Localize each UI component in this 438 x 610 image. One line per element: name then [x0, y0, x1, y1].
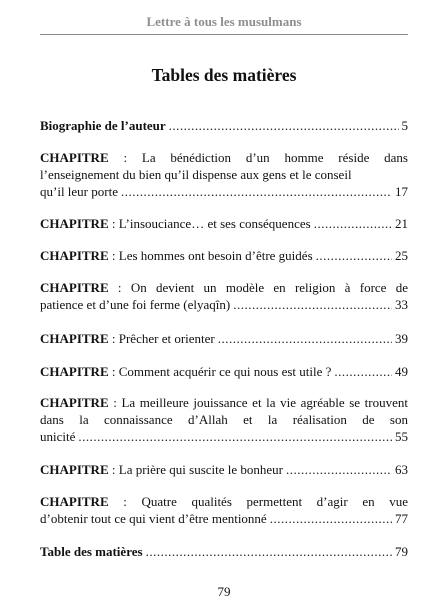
toc-entry-label: Table des matières [40, 544, 143, 559]
toc-entry-lastline [40, 183, 408, 200]
toc-entry-label: La meilleure jouissance et la vie agréable se trouvent dans la connaissance d’Allah et la réalisation de son [40, 395, 408, 427]
toc-entry-chapitre-precher[interactable] [40, 330, 408, 347]
chapter-separator: : [108, 216, 119, 231]
dot-leader [316, 247, 392, 264]
toc-entry-chapitre-guides[interactable] [40, 247, 408, 264]
toc-entry-label-end: d’obtenir tout ce qui vient d’être mentionné [40, 511, 267, 526]
toc-entry-text [40, 247, 313, 264]
toc-entry-page: 33 [395, 297, 408, 312]
chapter-prefix: CHAPITRE [40, 331, 109, 346]
dot-leader [270, 510, 392, 527]
toc-entry-label: Quatre qualités permettent d’agir en vue [141, 494, 408, 509]
toc-entry-text [40, 394, 408, 428]
chapter-prefix: CHAPITRE [40, 216, 109, 231]
header-rule [40, 34, 408, 35]
toc-entry-label: Comment acquérir ce qui nous est utile ? [118, 364, 332, 379]
toc-entry-page: 49 [395, 364, 408, 379]
chapter-prefix: CHAPITRE [40, 462, 109, 477]
toc-entry-chapitre-insouciance[interactable] [40, 215, 408, 232]
dot-leader [169, 117, 399, 134]
toc-entry-page: 63 [395, 462, 408, 477]
chapter-separator: : [108, 462, 119, 477]
toc-entry-text [40, 461, 283, 478]
toc-entry-text [40, 493, 408, 510]
toc-entry-page: 77 [395, 511, 408, 526]
chapter-prefix: CHAPITRE [40, 280, 109, 295]
toc-entry-label: On devient un modèle en religion à force de [130, 280, 408, 295]
dot-leader [146, 543, 392, 560]
toc-entry-text [40, 215, 311, 232]
chapter-prefix: CHAPITRE [40, 395, 109, 410]
chapter-separator: : [108, 280, 131, 295]
toc-entry-chapitre-jouissance[interactable] [40, 394, 408, 445]
toc-entry-label: La bénédiction d’un homme réside dans l’enseignement du bien qu’il dispense aux gens et le conseil [40, 150, 408, 182]
toc-entry-label-end: unicité [40, 429, 76, 444]
chapter-separator: : [108, 248, 119, 263]
chapter-prefix: CHAPITRE [40, 364, 109, 379]
running-header: Lettre à tous les musulmans [146, 14, 302, 29]
toc-entry-text [40, 363, 331, 380]
toc-title: Tables des matières [151, 65, 297, 85]
chapter-separator: : [108, 395, 122, 410]
chapter-prefix: CHAPITRE [40, 248, 109, 263]
toc-entry-chapitre-benediction[interactable] [40, 149, 408, 200]
toc-entry-lastline [40, 296, 408, 313]
toc-entry-chapitre-modele[interactable] [40, 279, 408, 313]
chapter-prefix: CHAPITRE [40, 494, 109, 509]
toc-entry-label-end: qu’il leur porte [40, 184, 118, 199]
toc-entry-lastline [40, 510, 408, 527]
chapter-prefix: CHAPITRE [40, 150, 109, 165]
toc-entry-lastline [40, 428, 408, 445]
toc-entry-label: Biographie de l’auteur [40, 118, 166, 133]
toc-entry-page: 79 [395, 544, 408, 559]
toc-entry-label: Prêcher et orienter [118, 331, 215, 346]
toc-entry-table-des-matieres[interactable] [40, 543, 408, 560]
chapter-separator: : [108, 150, 142, 165]
dot-leader [286, 461, 392, 478]
toc-entry-chapitre-qualites[interactable] [40, 493, 408, 527]
toc-entry-page: 25 [395, 248, 408, 263]
toc-entry-text [40, 330, 215, 347]
toc-entry-page: 5 [401, 118, 408, 133]
toc-entry-page: 21 [395, 216, 408, 231]
dot-leader [334, 363, 392, 380]
dot-leader [218, 330, 392, 347]
dot-leader [314, 215, 392, 232]
toc-entry-chapitre-priere[interactable] [40, 461, 408, 478]
toc-entry-label: L’insouciance… et ses conséquences [118, 216, 311, 231]
dot-leader [233, 296, 392, 313]
toc-entry-label: Les hommes ont besoin d’être guidés [118, 248, 313, 263]
toc-entry-page: 39 [395, 331, 408, 346]
dot-leader [121, 183, 392, 200]
toc-entry-chapitre-acquerir[interactable] [40, 363, 408, 380]
toc-entry-label-end: patience et d’une foi ferme (elyaqîn) [40, 297, 231, 312]
table-of-contents [40, 117, 408, 560]
chapter-separator: : [108, 494, 142, 509]
dot-leader [78, 428, 392, 445]
toc-entry-page: 55 [395, 429, 408, 444]
toc-entry-biographie[interactable] [40, 117, 408, 134]
page-number: 79 [217, 584, 231, 599]
toc-entry-text [40, 279, 408, 296]
chapter-separator: : [108, 331, 119, 346]
chapter-separator: : [108, 364, 119, 379]
toc-entry-label: La prière qui suscite le bonheur [118, 462, 283, 477]
toc-entry-page: 17 [395, 184, 408, 199]
toc-entry-text [40, 149, 408, 183]
